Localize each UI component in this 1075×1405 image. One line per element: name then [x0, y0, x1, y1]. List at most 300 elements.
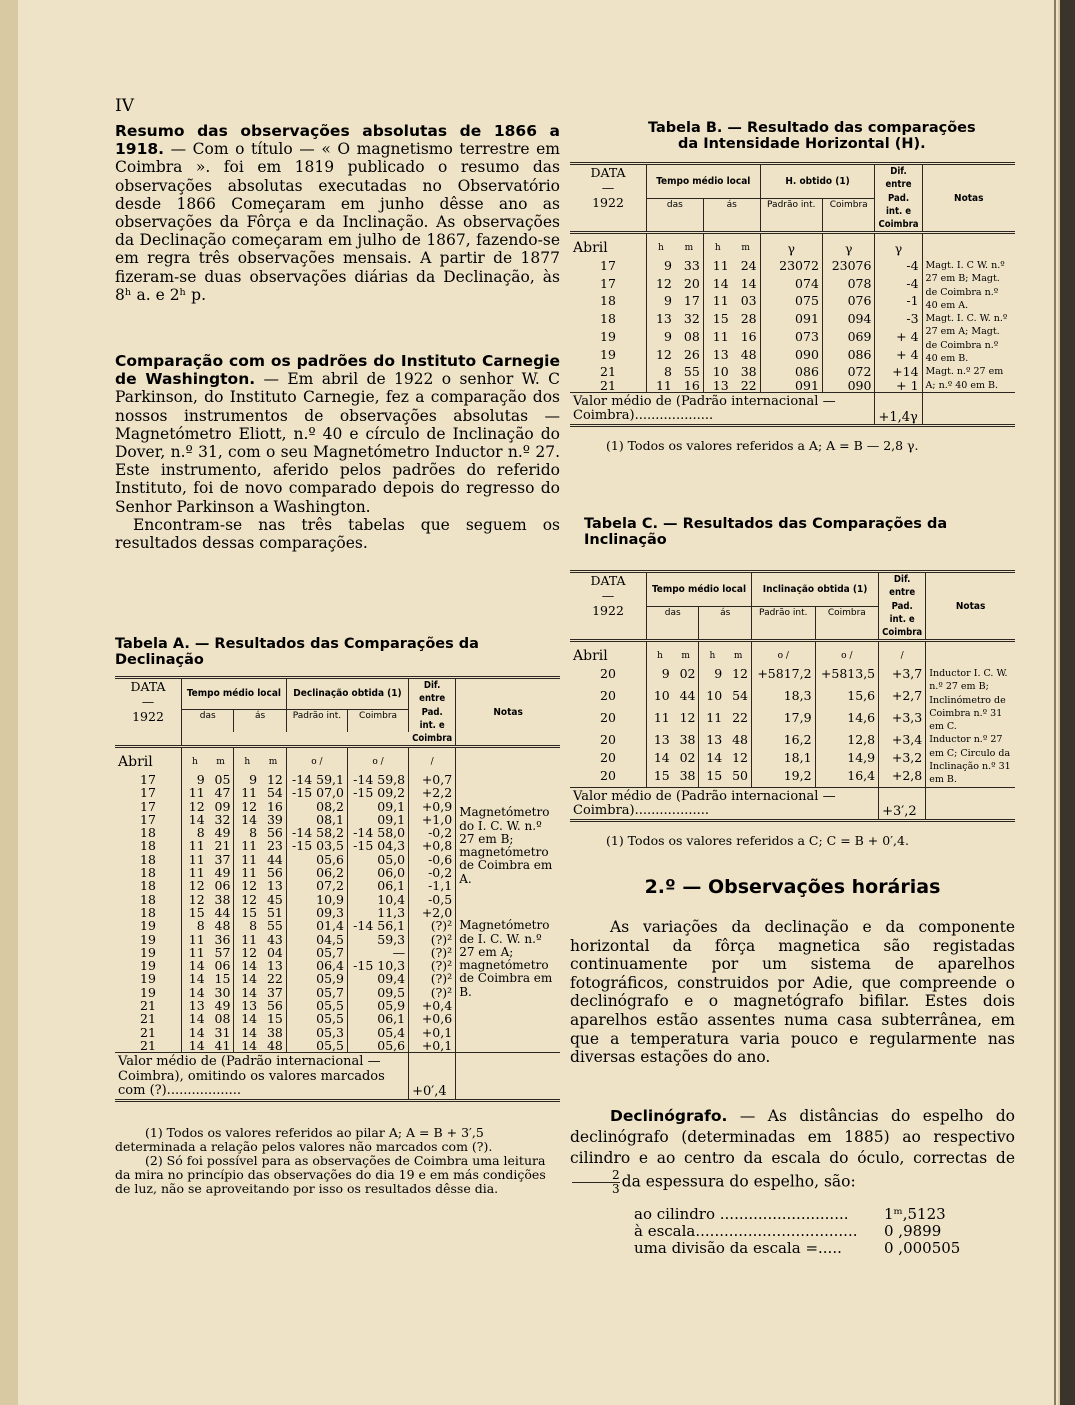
table-a-h-obt: Declinação obtida (1) — [286, 678, 408, 710]
table-cell: 14 — [188, 971, 205, 987]
table-note: Magt. n.º 27 em A; n.º 40 em B. — [925, 366, 1004, 391]
table-cell: 18 — [115, 879, 182, 892]
section-declinografo-text-a: — As distâncias do espelho do declinógrafo (determinadas em 1885) ao respectivo cilindro e ao centro da escala do óculo, correctas de — [570, 1107, 1015, 1167]
table-cell: 14 — [188, 811, 205, 827]
table-cell: 18,1 — [751, 751, 815, 769]
table-cell: -15 04,3 — [347, 839, 408, 852]
table-cell: -1 — [875, 294, 922, 312]
section-resumo — [115, 122, 560, 304]
table-cell: 13 — [188, 998, 205, 1014]
table-b-unit: γ — [760, 233, 822, 259]
table-cell: 11 — [188, 931, 205, 947]
section-comparacao-text: — Em abril de 1922 o senhor W. C Parkinson, do Instituto Carnegie, fez a comparação dos nossos instrumentos de observações absolutas — Magnetómetro Eliott, n.º 40 e círculo de Inclinação do Dover, n.º 31, com o seu Magnetómetro Inductor n.º 27. Este instrumento, aferido pelos padrões do referido Instituto, foi de novo comparado depois do regresso do Senhor Parkinson a Washington. — [115, 370, 560, 516]
table-b-unit: γ — [822, 233, 875, 259]
measurement-list — [634, 1206, 960, 1257]
table-cell: +0,1 — [409, 1039, 456, 1053]
table-cell: 06,4 — [286, 959, 347, 972]
table-cell: 11 — [241, 865, 258, 881]
table-cell: 09,5 — [347, 986, 408, 999]
table-cell: 12 — [725, 751, 751, 769]
table-cell: 06,2 — [286, 866, 347, 879]
table-b — [570, 120, 1015, 453]
measurement-row — [634, 1223, 960, 1240]
table-cell: 05,5 — [286, 999, 347, 1012]
table-cell: 23076 — [822, 259, 875, 277]
section-comparacao-title: Comparação com os padrões do Instituto Carnegie de Washington. — [115, 352, 560, 389]
table-cell: 49 — [208, 866, 234, 879]
table-b-mean-value: +1,4γ — [875, 392, 922, 425]
table-cell: 06 — [208, 959, 234, 972]
table-a-mean-label: Valor médio de (Padrão internacional — Coimbra), omitindo os valores marcados com (?).................. — [115, 1053, 409, 1101]
table-cell: -0,6 — [409, 853, 456, 866]
table-cell: 13 — [260, 959, 286, 972]
table-cell: -1,1 — [409, 879, 456, 892]
table-cell: 05,4 — [347, 1026, 408, 1039]
table-c-unit: h — [709, 651, 716, 662]
table-cell: +0,9 — [409, 800, 456, 813]
table-b-unit: m — [675, 233, 703, 259]
table-cell: + 4 — [875, 348, 922, 366]
table-cell: 05,5 — [286, 1039, 347, 1053]
table-note: Inductor n.º 27 em C; Circulo da Inclinação n.º 31 em B. — [929, 734, 1011, 786]
table-cell: 11 — [188, 865, 205, 881]
table-cell: -3 — [875, 312, 922, 330]
table-cell: 55 — [675, 365, 703, 378]
table-cell: 16,2 — [751, 733, 815, 751]
measurement-label: à escala.................................. — [634, 1222, 858, 1240]
table-cell: 13 — [653, 732, 670, 748]
table-c-h-as: ás — [699, 606, 752, 641]
table-cell: 19 — [115, 959, 182, 972]
table-a-h-das: das — [182, 710, 234, 733]
table-cell: 11 — [653, 710, 670, 726]
table-cell: 8 — [249, 918, 258, 934]
table-cell: 38 — [673, 769, 699, 787]
table-b-mean-label: Valor médio de (Padrão internacional — Coimbra)................... — [570, 392, 875, 425]
table-cell: 12 — [673, 711, 699, 733]
table-cell: 09,1 — [347, 813, 408, 826]
table-c-mean-value: +3′,2 — [879, 787, 926, 820]
table-cell: 23072 — [760, 259, 822, 277]
table-cell: 05,0 — [347, 853, 408, 866]
table-cell: 091 — [760, 312, 822, 330]
table-cell: 14 — [188, 1037, 205, 1053]
measurement-row — [634, 1206, 960, 1223]
table-cell: 06,0 — [347, 866, 408, 879]
table-cell: 05,9 — [286, 972, 347, 985]
table-cell: 56 — [260, 866, 286, 879]
table-c-unit: h — [656, 651, 663, 662]
table-cell: 12 — [260, 773, 286, 786]
table-cell: 12 — [725, 667, 751, 689]
table-cell: 9 — [663, 328, 672, 344]
table-cell: 37 — [260, 986, 286, 999]
page-number: IV — [115, 96, 134, 116]
table-cell: 17 — [115, 786, 182, 799]
table-cell: 05,7 — [286, 946, 347, 959]
table-cell: -4 — [875, 277, 922, 295]
table-cell: 13 — [241, 998, 258, 1014]
table-row — [570, 667, 1015, 689]
table-cell: 26 — [675, 348, 703, 366]
table-cell: 14 — [732, 277, 760, 295]
table-cell: (?)² — [409, 933, 456, 946]
table-cell: 49 — [208, 826, 234, 839]
table-a-h-data: DATA — [130, 679, 166, 694]
table-b-month: Abril — [570, 233, 647, 259]
table-a-unit: m — [260, 747, 286, 773]
table-cell: 11 — [712, 328, 729, 344]
table-c-h-year: 1922 — [592, 603, 624, 618]
table-cell: +14 — [875, 365, 922, 378]
table-cell: 9 — [714, 665, 723, 681]
table-b-h-padrao: Padrão int. — [760, 198, 822, 233]
table-b-caption-2: da Intensidade Horizontal (H). — [678, 136, 926, 152]
table-cell: 56 — [260, 999, 286, 1012]
fraction-denominator: 3 — [612, 1182, 620, 1196]
table-cell: 15 — [260, 1012, 286, 1025]
table-cell: 18 — [115, 906, 182, 919]
table-cell: 9 — [249, 771, 258, 787]
table-cell: 18 — [115, 826, 182, 839]
table-cell: 14 — [188, 1011, 205, 1027]
table-cell: 04 — [260, 946, 286, 959]
table-c-unit: o / — [815, 641, 879, 667]
table-b-footnote: (1) Todos os valores referidos a A; A = B — 2,8 γ. — [606, 437, 919, 453]
section-comparacao-text2: Encontram-se nas três tabelas que seguem os resultados dessas comparações. — [115, 515, 560, 553]
table-cell: 16,4 — [815, 769, 879, 787]
table-cell: 10 — [706, 688, 723, 704]
table-cell: 12 — [188, 878, 205, 894]
table-a-grid — [115, 676, 560, 1104]
table-cell: 8 — [249, 825, 258, 841]
table-cell: 18 — [570, 294, 647, 312]
table-cell: 14 — [712, 275, 729, 291]
table-cell: 18 — [115, 839, 182, 852]
table-cell: 19 — [115, 986, 182, 999]
section-declinografo-text-b: da espessura do espelho, são: — [621, 1172, 856, 1191]
table-cell: 14 — [241, 971, 258, 987]
table-c-h-das: das — [647, 606, 699, 641]
table-cell: 14 — [241, 1037, 258, 1053]
table-cell: 13 — [655, 311, 672, 327]
table-a-month: Abril — [115, 747, 182, 773]
table-cell: +3,2 — [879, 751, 926, 769]
table-cell: 38 — [208, 893, 234, 906]
table-c-unit: / — [879, 641, 926, 667]
table-cell: 05,5 — [286, 1012, 347, 1025]
table-a-h-as: ás — [234, 710, 286, 733]
table-cell: +5813,5 — [815, 667, 879, 689]
table-cell: 12 — [188, 891, 205, 907]
table-cell: 08 — [208, 1012, 234, 1025]
table-cell: 44 — [208, 906, 234, 919]
table-cell: 090 — [760, 348, 822, 366]
table-c-grid — [570, 570, 1015, 824]
table-cell: 33 — [675, 259, 703, 277]
table-cell: +0,7 — [409, 773, 456, 786]
table-row — [115, 919, 560, 932]
table-cell: 14,9 — [815, 751, 879, 769]
table-cell: 18 — [115, 893, 182, 906]
measurement-value: 0 ,9899 — [884, 1222, 942, 1240]
table-cell: 086 — [822, 348, 875, 366]
table-cell: 09,3 — [286, 906, 347, 919]
table-cell: 14 — [188, 958, 205, 974]
table-a-h-padrao: Padrão int. — [286, 710, 347, 733]
table-c-footnote: (1) Todos os valores referidos a C; C = B + 0′,4. — [606, 832, 909, 848]
table-cell: 9 — [663, 257, 672, 273]
table-a-unit: o / — [286, 747, 347, 773]
table-cell: 32 — [675, 312, 703, 330]
table-cell: 20 — [570, 751, 647, 769]
table-c-h-coimbra: Coimbra — [815, 606, 879, 641]
measurement-value: 1ᵐ,5123 — [884, 1205, 946, 1223]
table-note: Magnetómetro de I. C. W. n.º 27 em A; magnetómetro de Coimbra em B. — [459, 918, 553, 999]
table-cell: 12 — [241, 878, 258, 894]
table-a-h-time: Tempo médio local — [182, 678, 287, 710]
table-note: Magt. I. C. W. n.º 27 em A; Magt. de Coimbra n.º 40 em B. — [925, 313, 1008, 365]
table-cell: 11 — [241, 838, 258, 854]
table-cell: 21 — [115, 1012, 182, 1025]
table-cell: +0,8 — [409, 839, 456, 852]
table-cell: 38 — [732, 365, 760, 378]
table-b-h-das: das — [647, 198, 704, 233]
table-cell: 20 — [570, 733, 647, 751]
table-cell: 14 — [706, 750, 723, 766]
table-cell: 20 — [675, 277, 703, 295]
table-cell: 08,1 — [286, 813, 347, 826]
table-row — [570, 259, 1015, 277]
table-cell: 18,3 — [751, 689, 815, 711]
table-a-footnote-2: (2) Só foi possível para as observações de Coimbra uma leitura da mira no princípio das observações do dia 19 e em más condições de luz, não se aproveitando por isso os resultados dêsse dia. — [115, 1152, 546, 1196]
table-cell: 17 — [570, 277, 647, 295]
table-cell: 17 — [115, 800, 182, 813]
table-cell: 073 — [760, 330, 822, 348]
table-cell: 14 — [241, 811, 258, 827]
table-cell: 15 — [706, 767, 723, 783]
table-a-h-notas: Notas — [493, 706, 523, 718]
table-a-unit: / — [409, 747, 456, 773]
table-cell: 08,2 — [286, 800, 347, 813]
table-cell: 06,1 — [347, 1012, 408, 1025]
table-b-h-time: Tempo médio local — [647, 164, 761, 199]
table-cell: 14 — [241, 1011, 258, 1027]
table-cell: 9 — [663, 293, 672, 309]
table-cell: 21 — [570, 379, 647, 393]
table-c-unit: o / — [751, 641, 815, 667]
table-a-footnote-1: (1) Todos os valores referidos ao pilar A; A = B + 3′,5 determinada a relação pelos valores não marcados com (?). — [115, 1124, 493, 1154]
table-cell: 31 — [208, 1026, 234, 1039]
table-cell: 8 — [196, 825, 205, 841]
page-margin-line — [1054, 0, 1056, 1405]
table-cell: 41 — [208, 1039, 234, 1053]
table-b-h-year: 1922 — [592, 195, 624, 210]
table-cell: 078 — [822, 277, 875, 295]
table-cell: 12 — [241, 944, 258, 960]
table-cell: 18 — [115, 853, 182, 866]
table-cell: 05,9 — [347, 999, 408, 1012]
table-cell: 15 — [653, 767, 670, 783]
table-cell: 13 — [712, 377, 729, 393]
table-b-unit: h — [658, 243, 664, 254]
table-cell: 15 — [712, 311, 729, 327]
table-cell: 14 — [241, 984, 258, 1000]
table-cell: 14,6 — [815, 711, 879, 733]
table-cell: 54 — [260, 786, 286, 799]
table-cell: 02 — [673, 667, 699, 689]
table-cell: 02 — [673, 751, 699, 769]
table-cell: -15 07,0 — [286, 786, 347, 799]
table-cell: 076 — [822, 294, 875, 312]
table-cell: 48 — [732, 348, 760, 366]
table-cell: +2,7 — [879, 689, 926, 711]
table-cell: -15 10,3 — [347, 959, 408, 972]
table-cell: 21 — [570, 365, 647, 378]
table-cell: 21 — [115, 1039, 182, 1053]
table-cell: + 1 — [875, 379, 922, 393]
table-note — [456, 999, 560, 1053]
table-cell: 11 — [241, 785, 258, 801]
table-cell: 17 — [115, 813, 182, 826]
table-cell: 10 — [712, 364, 729, 380]
table-cell: +1,0 — [409, 813, 456, 826]
table-c-h-notas: Notas — [955, 600, 986, 612]
table-cell: 22 — [260, 972, 286, 985]
table-a-h-dash: — — [141, 694, 155, 709]
table-b-h-obt: H. obtido (1) — [760, 164, 875, 199]
table-cell: 10 — [653, 688, 670, 704]
table-note: Magt. I. C W. n.º 27 em B; Magt. de Coimbra n.º 40 em A. — [925, 259, 1005, 311]
table-cell: 43 — [260, 933, 286, 946]
table-cell: 20 — [570, 689, 647, 711]
table-cell: +0,6 — [409, 1012, 456, 1025]
table-c-h-obt: Inclinação obtida (1) — [751, 572, 878, 607]
section-resumo-title: Resumo das observações absolutas de 1866 a 1918. — [115, 122, 560, 159]
table-cell: +0,1 — [409, 1026, 456, 1039]
table-a-mean-value: +0′,4 — [409, 1053, 456, 1101]
table-note: Inductor I. C. W. n.º 27 em B; Inclinómetro de Coimbra n.º 31 em C. — [929, 667, 1008, 733]
table-cell: 01,4 — [286, 919, 347, 932]
table-a-unit: o / — [347, 747, 408, 773]
table-cell: 13 — [706, 732, 723, 748]
table-cell: 19 — [115, 972, 182, 985]
table-cell: 20 — [570, 667, 647, 689]
table-cell: 21 — [115, 999, 182, 1012]
table-cell: 11 — [655, 377, 672, 393]
table-cell: -14 58,0 — [347, 826, 408, 839]
table-cell: -14 58,2 — [286, 826, 347, 839]
table-cell: 12 — [655, 275, 672, 291]
table-cell: + 4 — [875, 330, 922, 348]
table-cell: 19 — [115, 933, 182, 946]
table-cell: 07,2 — [286, 879, 347, 892]
table-cell: (?)² — [409, 972, 456, 985]
table-cell: -15 09,2 — [347, 786, 408, 799]
table-cell: 21 — [208, 839, 234, 852]
table-cell: 16 — [260, 800, 286, 813]
page-edge — [1060, 0, 1075, 1405]
table-cell: 44 — [260, 853, 286, 866]
table-c-caption: Tabela C. — Resultados das Comparações da Inclinação — [584, 516, 948, 548]
table-row — [570, 733, 1015, 751]
table-cell: 15 — [188, 904, 205, 920]
table-cell: +0,4 — [409, 999, 456, 1012]
table-b-caption-1: Tabela B. — Resultado das comparações — [648, 120, 976, 136]
table-cell: 38 — [260, 1026, 286, 1039]
table-c-h-time: Tempo médio local — [647, 572, 752, 607]
table-a-caption: Tabela A. — Resultados das Comparações da Declinação — [115, 636, 479, 668]
table-cell: 18 — [570, 312, 647, 330]
table-cell: 06 — [208, 879, 234, 892]
table-cell: 17 — [675, 294, 703, 312]
table-cell: 19 — [570, 348, 647, 366]
table-cell: 11 — [712, 257, 729, 273]
table-cell: 15 — [208, 972, 234, 985]
table-row — [570, 312, 1015, 330]
table-cell: 39 — [260, 813, 286, 826]
table-cell: 8 — [663, 364, 672, 380]
table-cell: 05,6 — [286, 853, 347, 866]
table-cell: +3,4 — [879, 733, 926, 751]
table-cell: +2,2 — [409, 786, 456, 799]
table-cell: 28 — [732, 312, 760, 330]
table-cell: 17,9 — [751, 711, 815, 733]
table-cell: 10,9 — [286, 893, 347, 906]
table-c-month: Abril — [570, 641, 647, 667]
table-cell: 24 — [732, 259, 760, 277]
table-cell: 069 — [822, 330, 875, 348]
table-c-unit: m — [725, 641, 751, 667]
table-cell: 9 — [661, 665, 670, 681]
table-cell: 18 — [115, 866, 182, 879]
table-cell: 13 — [260, 879, 286, 892]
table-cell: 30 — [208, 986, 234, 999]
table-b-h-data: DATA — [590, 165, 626, 180]
table-cell: 16 — [675, 379, 703, 393]
table-cell: 09,4 — [347, 972, 408, 985]
table-a — [115, 636, 560, 1196]
table-b-h-coimbra: Coimbra — [822, 198, 875, 233]
table-cell: -14 59,8 — [347, 773, 408, 786]
section-comparacao — [115, 352, 560, 552]
table-cell: 14 — [653, 750, 670, 766]
table-cell: 14 — [241, 958, 258, 974]
table-c-h-dash: — — [601, 588, 615, 603]
table-cell: 12,8 — [815, 733, 879, 751]
table-cell: 36 — [208, 933, 234, 946]
table-cell: 05,6 — [347, 1039, 408, 1053]
table-cell: 19,2 — [751, 769, 815, 787]
table-cell: 44 — [673, 689, 699, 711]
table-cell: +3,3 — [879, 711, 926, 733]
table-cell: 11 — [241, 931, 258, 947]
table-cell: -0,2 — [409, 826, 456, 839]
table-cell: 11 — [706, 710, 723, 726]
table-cell: 12 — [241, 798, 258, 814]
table-cell: 19 — [115, 946, 182, 959]
table-c-h-padrao: Padrão int. — [751, 606, 815, 641]
table-cell: 11 — [241, 851, 258, 867]
table-b-h-notas: Notas — [954, 192, 984, 204]
table-cell: (?)² — [409, 919, 456, 932]
fraction-numerator: 2 — [572, 1169, 620, 1183]
table-cell: 14 — [188, 984, 205, 1000]
table-b-h-dif: Dif. entre Pad. int. e Coimbra — [875, 164, 922, 233]
table-cell: 47 — [208, 786, 234, 799]
table-b-grid — [570, 162, 1015, 429]
table-cell: -0,5 — [409, 893, 456, 906]
